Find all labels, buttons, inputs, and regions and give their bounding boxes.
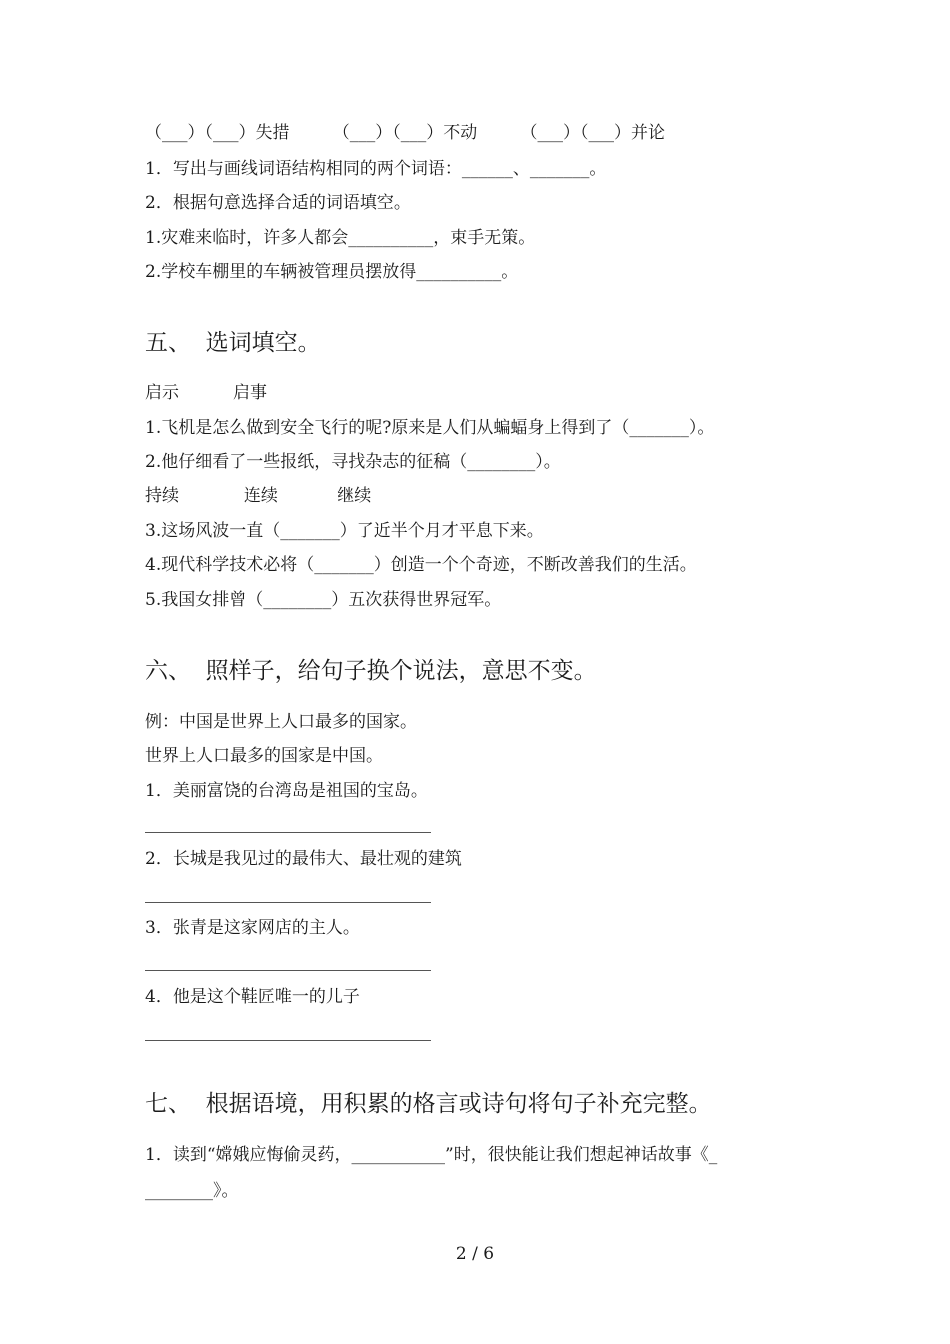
- sentence-5-5: 5.我国女排曾（________）五次获得世界冠军。: [145, 590, 502, 610]
- page-number: 2 / 6: [455, 1244, 495, 1264]
- question-4-2: 2．根据句意选择合适的词语填空。: [145, 193, 411, 213]
- sentence-5-4: 4.现代科学技术必将（_______）创造一个个奇迹，不断改善我们的生活。: [145, 555, 697, 575]
- answer-line-6-2[interactable]: [145, 902, 431, 903]
- question-7-1-line-2: ________》。: [145, 1181, 239, 1201]
- section-5-title: 五、 选词填空。: [145, 330, 321, 356]
- answer-line-6-4[interactable]: [145, 1040, 431, 1041]
- question-6-2: 2．长城是我见过的最伟大、最壮观的建筑: [145, 849, 462, 869]
- section-7-title: 七、 根据语境，用积累的格言或诗句将句子补充完整。: [145, 1091, 712, 1117]
- answer-line-6-3[interactable]: [145, 970, 431, 971]
- question-4-1: 1．写出与画线词语结构相同的两个词语：______、_______。: [145, 159, 607, 179]
- question-4-2-2: 2.学校车棚里的车辆被管理员摆放得__________。: [145, 262, 519, 282]
- question-6-3: 3．张青是这家网店的主人。: [145, 918, 360, 938]
- question-6-1: 1．美丽富饶的台湾岛是祖国的宝岛。: [145, 781, 428, 801]
- answer-line-6-1[interactable]: [145, 832, 431, 833]
- example-sentence-2: 世界上人口最多的国家是中国。: [145, 746, 383, 766]
- example-sentence-1: 例：中国是世界上人口最多的国家。: [145, 712, 417, 732]
- question-6-4: 4．他是这个鞋匠唯一的儿子: [145, 987, 360, 1007]
- sentence-5-3: 3.这场风波一直（_______）了近半个月才平息下来。: [145, 521, 544, 541]
- word-choices-2: 持续 连续 继续: [145, 486, 372, 506]
- idiom-row: （___）（___）失措 （___）（___）不动 （___）（___）并论: [145, 123, 665, 143]
- section-6-title: 六、 照样子，给句子换个说法，意思不变。: [145, 658, 597, 684]
- question-7-1-line-1: 1．读到“嫦娥应悔偷灵药，___________”时，很快能让我们想起神话故事《_: [145, 1145, 718, 1165]
- sentence-5-2: 2.他仔细看了一些报纸，寻找杂志的征稿（________）。: [145, 452, 561, 472]
- word-choices-1: 启示 启事: [145, 383, 268, 403]
- question-4-2-1: 1.灾难来临时，许多人都会__________，束手无策。: [145, 228, 536, 248]
- sentence-5-1: 1.飞机是怎么做到安全飞行的呢?原来是人们从蝙蝠身上得到了（_______）。: [145, 418, 715, 438]
